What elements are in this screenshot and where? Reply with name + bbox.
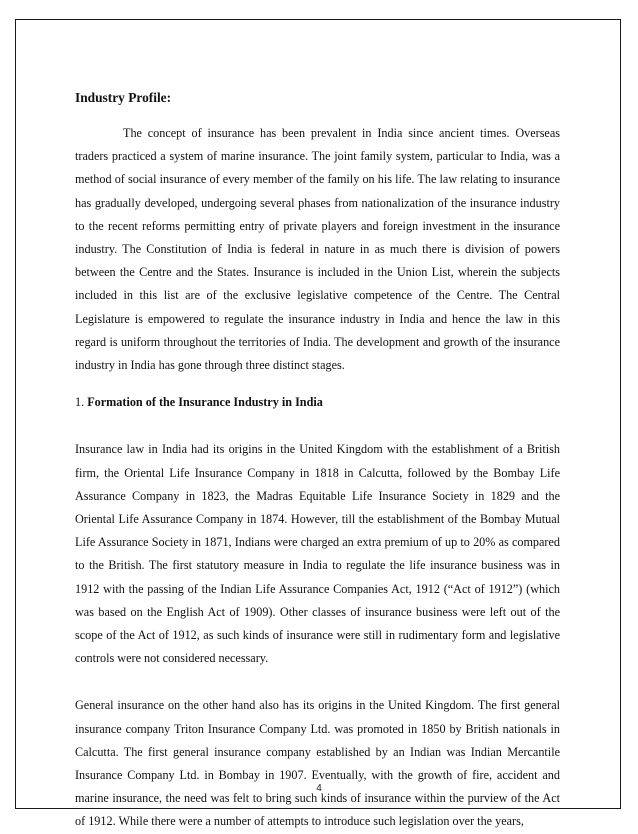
intro-paragraph: The concept of insurance has been prevalent in India since ancient times. Overseas traders practiced a system of marine insurance. The joint family system, particular to India, was a method of social insurance of every member of the family on his life. The law relating to insurance has gradually developed, undergoing several phases from nationalization of the insurance industry to the recent reforms permitting entry of private players and foreign investment in the insurance industry. The Constitution of India is federal in nature in as much there is division of powers between the Centre and the States. Insurance is included in the Union List, wherein the subjects included in this list are of the exclusive legislative competence of the Centre. The Central Legislature is empowered to regulate the insurance industry in India and hence the law in this regard is uniform throughout the territories of India. The development and growth of the insurance industry in India has gone through three distinct stages.: [75, 126, 560, 373]
body-paragraph: General insurance on the other hand also has its origins in the United Kingdom. The first general insurance company Triton Insurance Company Ltd. was promoted in 1850 by British nationals in Calcutta. The first general insurance company established by an Indian was Indian Mercantile Insurance Company Ltd. in Bombay in 1907. Eventually, with the growth of fire, accident and marine insurance, the need was felt to bring such kinds of insurance within the purview of the Act of 1912. While there were a number of attempts to introduce such legislation over the years,: [75, 698, 560, 829]
body-paragraph: Insurance law in India had its origins in the United Kingdom with the establishment of a British firm, the Oriental Life Insurance Company in 1818 in Calcutta, followed by the Bombay Life Assurance Company in 1823, the Madras Equitable Life Insurance Society in 1829 and the Oriental Life Assurance Company in 1874. However, till the establishment of the Bombay Mutual Life Assurance Society in 1871, Indians were charged an extra premium of up to 20% as compared to the British. The first statutory measure in India to regulate the life insurance business was in 1912 with the passing of the Indian Life Assurance Companies Act, 1912 (“Act of 1912”) (which was based on the English Act of 1909). Other classes of insurance business were left out of the scope of the Act of 1912, as such kinds of insurance were still in rudimentary form and legislative controls were not considered necessary.: [75, 442, 560, 666]
page-number: 4: [316, 783, 322, 794]
page-content: [75, 88, 560, 834]
section-heading: Industry Profile:: [75, 90, 172, 105]
subsection-number: 1.: [75, 395, 85, 410]
subsection-title: Formation of the Insurance Industry in India: [87, 395, 323, 410]
subsection-heading: [75, 391, 560, 414]
